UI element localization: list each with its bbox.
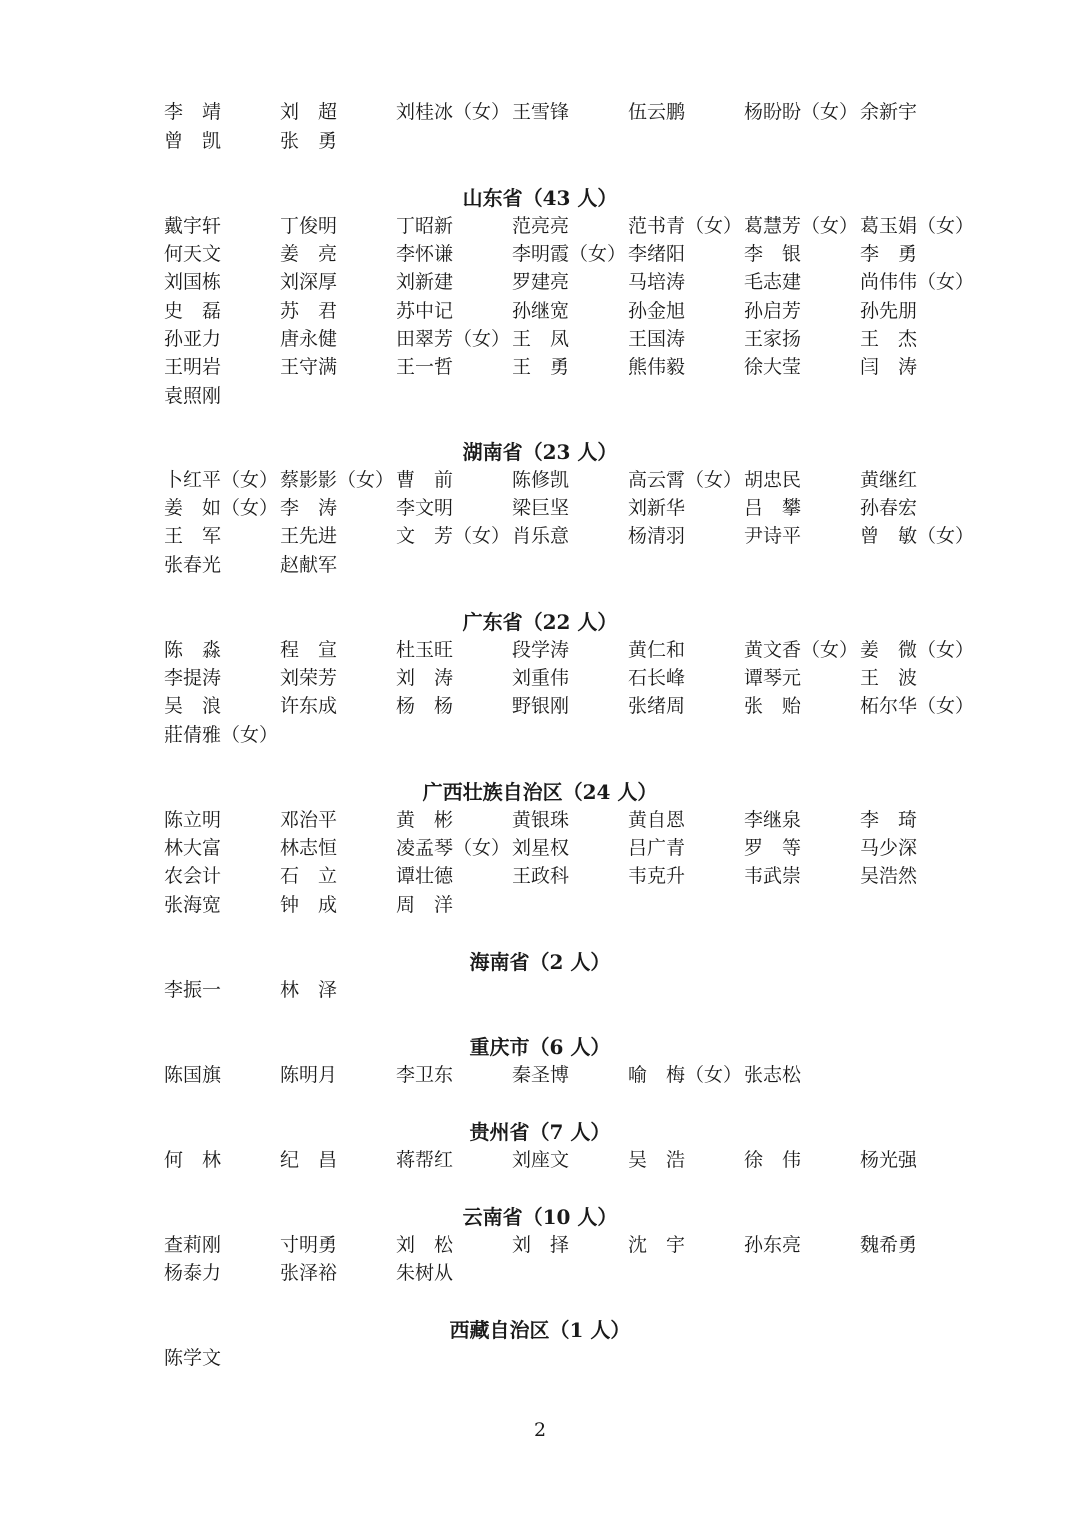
person-name: 张 勇 (280, 130, 338, 152)
section-heading: 山东省（43 人） (462, 186, 618, 210)
person-name: 陈国旗 (164, 1064, 222, 1086)
name-row (164, 240, 984, 268)
person-name: 孙继宽 (512, 300, 570, 322)
person-name: 王国涛 (628, 328, 686, 350)
person-name: 丁昭新 (396, 215, 454, 237)
person-name: 范书青（女） (628, 215, 743, 237)
person-name: 马培涛 (628, 271, 686, 293)
person-name: 李 靖 (164, 101, 222, 123)
person-name: 王政科 (512, 865, 570, 887)
person-name: 蒋帮红 (396, 1149, 454, 1171)
person-name: 朱树从 (396, 1262, 454, 1284)
person-name: 肖乐意 (512, 525, 570, 547)
person-name: 吴浩然 (860, 865, 918, 887)
name-row (164, 268, 984, 296)
person-name: 孙春宏 (860, 497, 918, 519)
person-name: 李振一 (164, 979, 222, 1001)
person-name: 陈立明 (164, 809, 222, 831)
person-name: 曾 敏（女） (860, 525, 975, 547)
person-name: 李提涛 (164, 667, 222, 689)
person-name: 黄银珠 (512, 809, 570, 831)
section-heading: 海南省（2 人） (469, 950, 611, 974)
person-name: 王先进 (280, 525, 338, 547)
name-row (164, 98, 984, 126)
person-name: 李 涛 (280, 497, 338, 519)
person-name: 卜红平（女） (164, 469, 279, 491)
person-name: 杨清羽 (628, 525, 686, 547)
person-name: 谭琴元 (744, 667, 802, 689)
person-name: 余新宇 (860, 101, 918, 123)
person-name: 李卫东 (396, 1064, 454, 1086)
person-name: 蔡影影（女） (280, 469, 395, 491)
name-row (164, 1231, 984, 1259)
person-name: 王 勇 (512, 356, 570, 378)
name-row (164, 976, 984, 1004)
person-name: 范亮亮 (512, 215, 570, 237)
person-name: 杨 杨 (396, 695, 454, 717)
person-name: 唐永健 (280, 328, 338, 350)
person-name: 林 泽 (280, 979, 338, 1001)
person-name: 罗 等 (744, 837, 802, 859)
person-name: 魏希勇 (860, 1234, 918, 1256)
person-name: 莊倩雅（女） (164, 724, 279, 746)
person-name: 韦武崇 (744, 865, 802, 887)
section-heading: 重庆市（6 人） (469, 1035, 611, 1059)
person-name: 罗建亮 (512, 271, 570, 293)
person-name: 姜 如（女） (164, 497, 279, 519)
person-name: 刘荣芳 (280, 667, 338, 689)
person-name: 王 军 (164, 525, 222, 547)
person-name: 毛志建 (744, 271, 802, 293)
person-name: 刘 超 (280, 101, 338, 123)
person-name: 文 芳（女） (396, 525, 511, 547)
name-row (164, 862, 984, 890)
person-name: 周 洋 (396, 894, 454, 916)
person-name: 马少深 (860, 837, 918, 859)
person-name: 张绪周 (628, 695, 686, 717)
person-name: 石长峰 (628, 667, 686, 689)
person-name: 纪 昌 (280, 1149, 338, 1171)
person-name: 曹 前 (396, 469, 454, 491)
person-name: 赵献军 (280, 554, 338, 576)
person-name: 闫 涛 (860, 356, 918, 378)
person-name: 李怀谦 (396, 243, 454, 265)
section-heading: 广东省（22 人） (462, 610, 618, 634)
name-row (164, 834, 984, 862)
name-row (164, 466, 984, 494)
person-name: 谭壮德 (396, 865, 454, 887)
section-heading: 云南省（10 人） (462, 1205, 618, 1229)
person-name: 王守满 (280, 356, 338, 378)
person-name: 田翠芳（女） (396, 328, 511, 350)
person-name: 喻 梅（女） (628, 1064, 743, 1086)
person-name: 刘新华 (628, 497, 686, 519)
person-name: 曾 凯 (164, 130, 222, 152)
person-name: 孙金旭 (628, 300, 686, 322)
person-name: 史 磊 (164, 300, 222, 322)
person-name: 黄继红 (860, 469, 918, 491)
name-row (164, 891, 984, 919)
person-name: 杨盼盼（女） (744, 101, 859, 123)
person-name: 张海宽 (164, 894, 222, 916)
person-name: 孙东亮 (744, 1234, 802, 1256)
name-row (164, 382, 984, 410)
name-row (164, 1259, 984, 1287)
name-row (164, 494, 984, 522)
person-name: 刘 择 (512, 1234, 570, 1256)
person-name: 刘座文 (512, 1149, 570, 1171)
person-name: 黄 彬 (396, 809, 454, 831)
page-number: 2 (533, 1419, 547, 1441)
person-name: 吕广青 (628, 837, 686, 859)
person-name: 陈学文 (164, 1347, 222, 1369)
section-heading: 西藏自治区（1 人） (449, 1318, 631, 1342)
name-row (164, 1146, 984, 1174)
person-name: 沈 宇 (628, 1234, 686, 1256)
person-name: 吕 攀 (744, 497, 802, 519)
person-name: 伍云鹏 (628, 101, 686, 123)
name-row (164, 297, 984, 325)
person-name: 黄仁和 (628, 639, 686, 661)
person-name: 段学涛 (512, 639, 570, 661)
person-name: 袁照刚 (164, 385, 222, 407)
person-name: 孙启芳 (744, 300, 802, 322)
person-name: 查莉刚 (164, 1234, 222, 1256)
name-row (164, 806, 984, 834)
person-name: 李绪阳 (628, 243, 686, 265)
person-name: 秦圣博 (512, 1064, 570, 1086)
person-name: 刘国栋 (164, 271, 222, 293)
person-name: 邓治平 (280, 809, 338, 831)
person-name: 李文明 (396, 497, 454, 519)
person-name: 刘星权 (512, 837, 570, 859)
name-row (164, 522, 984, 550)
person-name: 王明岩 (164, 356, 222, 378)
person-name: 刘新建 (396, 271, 454, 293)
person-name: 钟 成 (280, 894, 338, 916)
person-name: 石 立 (280, 865, 338, 887)
person-name: 葛玉娟（女） (860, 215, 975, 237)
section-heading: 广西壮族自治区（24 人） (422, 780, 658, 804)
person-name: 李明霞（女） (512, 243, 627, 265)
person-name: 何天文 (164, 243, 222, 265)
person-name: 丁俊明 (280, 215, 338, 237)
person-name: 寸明勇 (280, 1234, 338, 1256)
person-name: 陈修凯 (512, 469, 570, 491)
person-name: 葛慧芳（女） (744, 215, 859, 237)
section-heading: 贵州省（7 人） (469, 1120, 611, 1144)
person-name: 孙亚力 (164, 328, 222, 350)
name-row (164, 127, 984, 155)
person-name: 王 波 (860, 667, 918, 689)
name-row (164, 353, 984, 381)
person-name: 胡忠民 (744, 469, 802, 491)
person-name: 苏中记 (396, 300, 454, 322)
person-name: 高云霄（女） (628, 469, 743, 491)
person-name: 陈 淼 (164, 639, 222, 661)
name-row (164, 664, 984, 692)
person-name: 尹诗平 (744, 525, 802, 547)
person-name: 刘深厚 (280, 271, 338, 293)
person-name: 王雪锋 (512, 101, 570, 123)
person-name: 刘 涛 (396, 667, 454, 689)
person-name: 程 宣 (280, 639, 338, 661)
name-row (164, 636, 984, 664)
person-name: 徐 伟 (744, 1149, 802, 1171)
person-name: 李 琦 (860, 809, 918, 831)
name-row (164, 692, 984, 720)
name-row (164, 551, 984, 579)
person-name: 李 勇 (860, 243, 918, 265)
person-name: 野银刚 (512, 695, 570, 717)
person-name: 梁巨坚 (512, 497, 570, 519)
person-name: 许东成 (280, 695, 338, 717)
person-name: 苏 君 (280, 300, 338, 322)
person-name: 林志恒 (280, 837, 338, 859)
name-row (164, 1061, 984, 1089)
person-name: 徐大莹 (744, 356, 802, 378)
person-name: 熊伟毅 (628, 356, 686, 378)
person-name: 张志松 (744, 1064, 802, 1086)
person-name: 刘 松 (396, 1234, 454, 1256)
person-name: 孙先朋 (860, 300, 918, 322)
person-name: 李继泉 (744, 809, 802, 831)
name-row (164, 325, 984, 353)
person-name: 刘桂冰（女） (396, 101, 511, 123)
person-name: 韦克升 (628, 865, 686, 887)
person-name: 凌孟琴（女） (396, 837, 511, 859)
person-name: 王 杰 (860, 328, 918, 350)
person-name: 王一哲 (396, 356, 454, 378)
person-name: 陈明月 (280, 1064, 338, 1086)
name-row (164, 1344, 984, 1372)
person-name: 杜玉旺 (396, 639, 454, 661)
person-name: 尚伟伟（女） (860, 271, 975, 293)
person-name: 黄自恩 (628, 809, 686, 831)
person-name: 柘尔华（女） (860, 695, 975, 717)
person-name: 林大富 (164, 837, 222, 859)
person-name: 王家扬 (744, 328, 802, 350)
person-name: 刘重伟 (512, 667, 570, 689)
person-name: 李 银 (744, 243, 802, 265)
person-name: 姜 微（女） (860, 639, 975, 661)
section-heading: 湖南省（23 人） (462, 440, 618, 464)
person-name: 杨泰力 (164, 1262, 222, 1284)
person-name: 戴宇轩 (164, 215, 222, 237)
name-row (164, 212, 984, 240)
person-name: 黄文香（女） (744, 639, 859, 661)
person-name: 张泽裕 (280, 1262, 338, 1284)
person-name: 何 林 (164, 1149, 222, 1171)
person-name: 张春光 (164, 554, 222, 576)
name-row (164, 721, 984, 749)
person-name: 农会计 (164, 865, 222, 887)
person-name: 吴 浪 (164, 695, 222, 717)
person-name: 杨光强 (860, 1149, 918, 1171)
person-name: 吴 浩 (628, 1149, 686, 1171)
person-name: 王 凤 (512, 328, 570, 350)
person-name: 张 贻 (744, 695, 802, 717)
person-name: 姜 亮 (280, 243, 338, 265)
